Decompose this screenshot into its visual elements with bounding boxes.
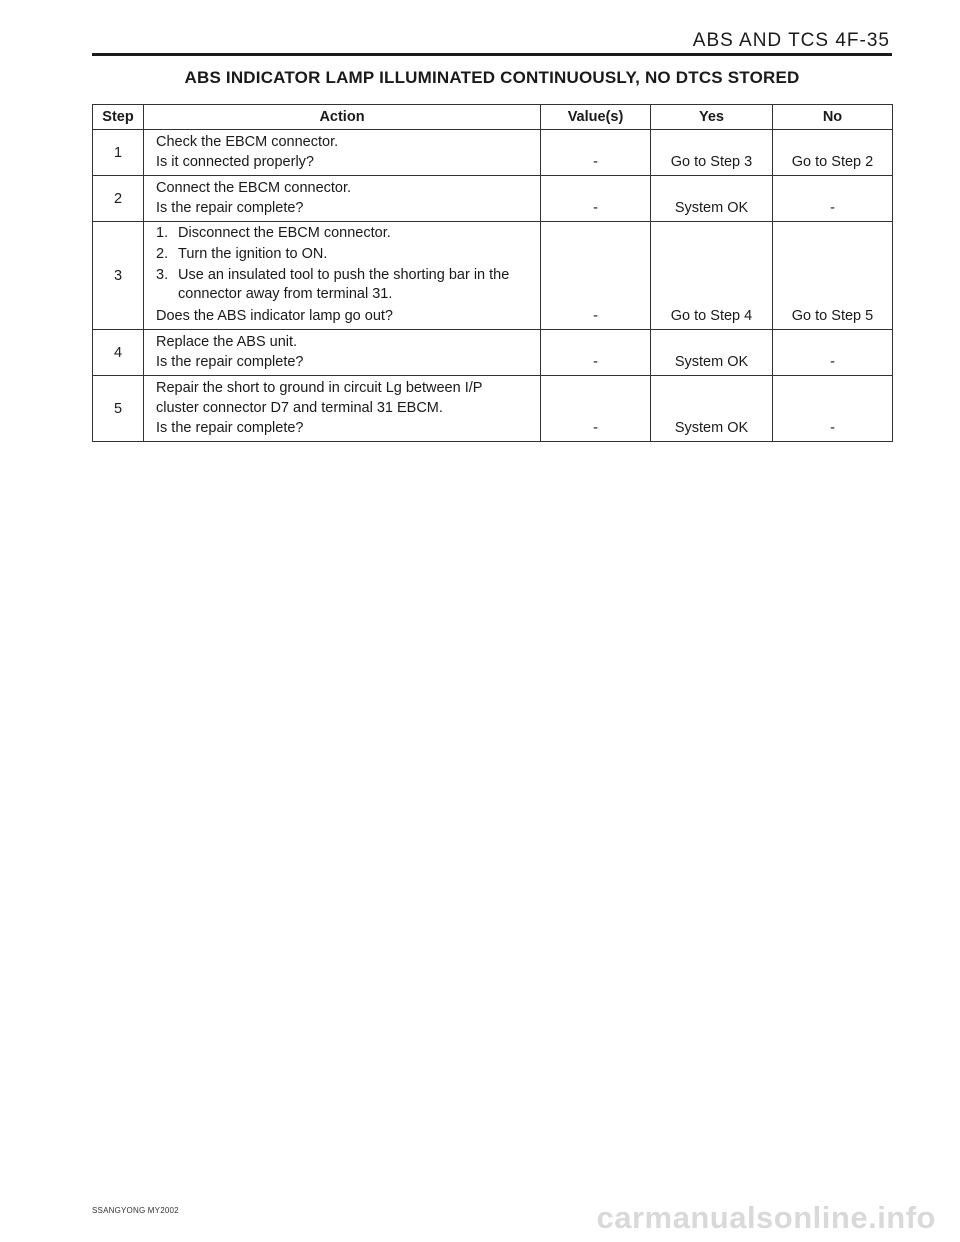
step-number: 2 [93, 176, 144, 222]
yes-cell: Go to Step 4 [651, 222, 773, 330]
action-line: Connect the EBCM connector. [156, 180, 352, 196]
action-cell [144, 376, 541, 442]
no-cell: Go to Step 2 [773, 130, 893, 176]
table-row [93, 176, 893, 222]
step-number: 5 [93, 376, 144, 442]
action-line: cluster connector D7 and terminal 31 EBCM. [156, 400, 443, 416]
diagnostic-table [92, 104, 893, 442]
watermark: carmanualsonline.info [596, 1200, 936, 1235]
numbered-action [156, 224, 532, 243]
action-question: Does the ABS indicator lamp go out? [156, 308, 393, 324]
value-cell: - [541, 330, 651, 376]
footer-model-label: SSANGYONG MY2002 [92, 1206, 179, 1215]
action-line: Repair the short to ground in circuit Lg between I/P [156, 380, 483, 396]
table-header-row [93, 105, 893, 130]
value-cell: - [541, 176, 651, 222]
table-row [93, 222, 893, 330]
action-cell [144, 176, 541, 222]
column-header-step: Step [93, 105, 144, 130]
action-text: Use an insulated tool to push the shorting bar in the connector away from terminal 31. [178, 267, 510, 302]
action-text: Turn the ignition to ON. [178, 246, 328, 262]
action-line: Is the repair complete? [156, 200, 304, 216]
column-header-yes: Yes [651, 105, 773, 130]
action-line: Replace the ABS unit. [156, 334, 298, 350]
step-number: 3 [93, 222, 144, 330]
action-number: 1. [156, 225, 169, 241]
numbered-action [156, 266, 532, 304]
table-row [93, 130, 893, 176]
action-number: 2. [156, 246, 169, 262]
table-row [93, 376, 893, 442]
column-header-values: Value(s) [541, 105, 651, 130]
action-line: Is it connected properly? [156, 154, 314, 170]
action-cell [144, 222, 541, 330]
value-cell: - [541, 376, 651, 442]
step-number: 4 [93, 330, 144, 376]
yes-cell: System OK [651, 176, 773, 222]
yes-cell: System OK [651, 330, 773, 376]
action-text: Disconnect the EBCM connector. [178, 225, 391, 241]
page-title: ABS INDICATOR LAMP ILLUMINATED CONTINUOUSLY, NO DTCS STORED [184, 68, 800, 87]
no-cell: - [773, 330, 893, 376]
numbered-action [156, 245, 532, 264]
table-row [93, 330, 893, 376]
value-cell: - [541, 222, 651, 330]
yes-cell: System OK [651, 376, 773, 442]
action-cell [144, 130, 541, 176]
step-number: 1 [93, 130, 144, 176]
column-header-no: No [773, 105, 893, 130]
value-cell: - [541, 130, 651, 176]
action-line: Check the EBCM connector. [156, 134, 339, 150]
no-cell: - [773, 176, 893, 222]
action-cell [144, 330, 541, 376]
no-cell: - [773, 376, 893, 442]
action-number: 3. [156, 267, 169, 283]
no-cell: Go to Step 5 [773, 222, 893, 330]
column-header-action: Action [144, 105, 541, 130]
yes-cell: Go to Step 3 [651, 130, 773, 176]
action-line: Is the repair complete? [156, 420, 304, 436]
header-rule [92, 53, 892, 56]
action-line: Is the repair complete? [156, 354, 304, 370]
section-header: ABS AND TCS 4F-35 [692, 30, 890, 51]
